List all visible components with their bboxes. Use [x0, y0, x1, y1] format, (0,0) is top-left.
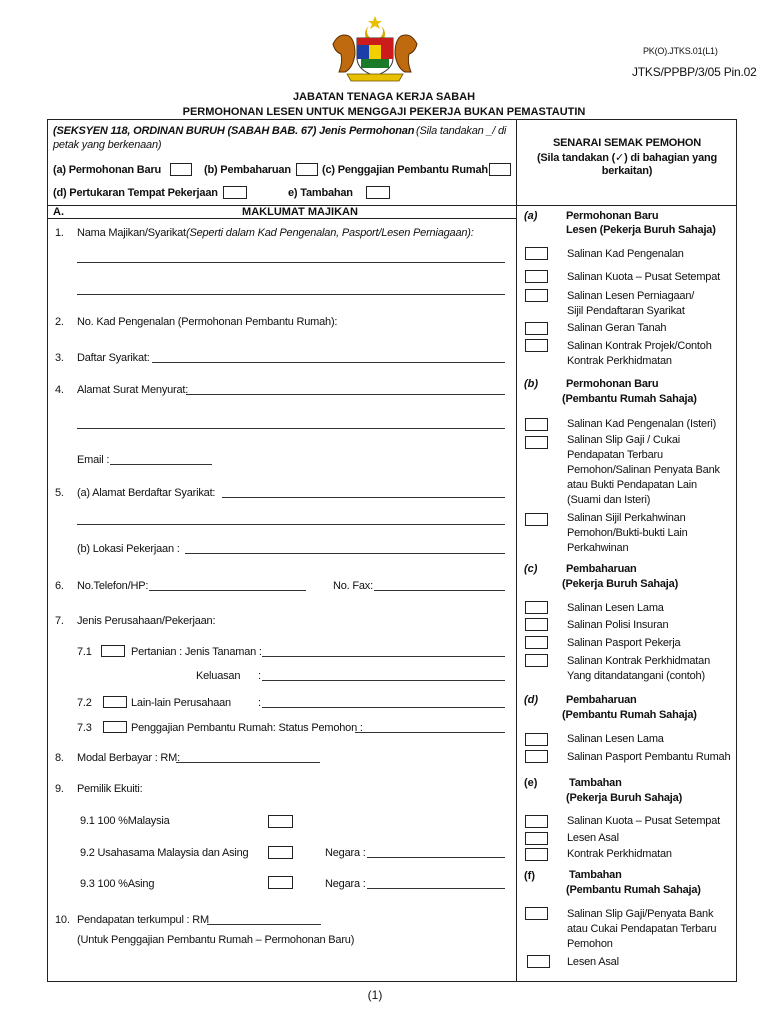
employer-name-note: (Seperti dalam Kad Pengenalan, Pasport/Lesen Perniagaan):: [186, 227, 474, 239]
checklist-d-subheading: (Pembantu Rumah Sahaja): [562, 709, 697, 721]
checklist-f-salary-slip-checkbox[interactable]: [525, 907, 548, 920]
header-row-divider: [47, 205, 737, 206]
column-divider: [516, 119, 517, 982]
checklist-c-service-contract-checkbox[interactable]: [525, 654, 548, 667]
section-a-letter: A.: [53, 206, 64, 218]
checklist-f-salary-slip-3: Pemohon: [567, 938, 613, 950]
employer-name-field-line-1[interactable]: [77, 262, 505, 263]
option-new-application-label: (a) Permohonan Baru: [53, 164, 162, 176]
option-renewal-checkbox[interactable]: [296, 163, 318, 176]
checklist-f-salary-slip-2: atau Cukai Pendapatan Terbaru: [567, 923, 717, 935]
email-field[interactable]: [110, 464, 212, 465]
checklist-b-heading: Permohonan Baru: [566, 378, 659, 390]
checklist-b-salary-slip-5: (Suami dan Isteri): [567, 494, 651, 506]
equity-malaysia-label: 9.1 100 %Malaysia: [80, 815, 170, 827]
checklist-b-marriage-cert-3: Perkahwinan: [567, 542, 629, 554]
registered-address-field-1[interactable]: [222, 497, 505, 498]
checklist-f-original-license-checkbox[interactable]: [527, 955, 550, 968]
equity-malaysia-checkbox[interactable]: [268, 815, 293, 828]
mailing-address-label: Alamat Surat Menyurat:: [77, 384, 189, 396]
checklist-a-project-contract: Salinan Kontrak Projek/Contoh: [567, 340, 712, 352]
paid-up-capital-label: Modal Berbayar : RM:: [77, 752, 180, 764]
fax-field[interactable]: [374, 590, 505, 591]
option-domestic-helper-label: (c) Penggajian Pembantu Rumah: [322, 164, 488, 176]
checklist-instruction-2: berkaitan): [601, 165, 653, 177]
checklist-d-letter: (d): [524, 694, 539, 706]
item-6-number: 6.: [55, 580, 64, 592]
checklist-instruction: (Sila tandakan (✓) di bahagian yang: [536, 152, 718, 164]
checklist-c-subheading: (Pekerja Buruh Sahaja): [562, 578, 679, 590]
checklist-e-original-license: Lesen Asal: [567, 832, 619, 844]
checklist-b-marriage-cert-2: Pemohon/Bukti-bukti Lain: [567, 527, 688, 539]
checklist-f-original-license: Lesen Asal: [567, 956, 619, 968]
checklist-a-letter: (a): [524, 210, 538, 222]
checklist-c-passport-checkbox[interactable]: [525, 636, 548, 649]
checklist-f-letter: (f): [524, 870, 535, 882]
application-type-note: (Sila tandakan _/ di: [416, 125, 507, 137]
checklist-a-heading: Permohonan Baru: [566, 210, 659, 222]
checklist-b-salary-slip: Salinan Slip Gaji / Cukai: [567, 434, 681, 446]
checklist-e-quota-checkbox[interactable]: [525, 815, 548, 828]
form-title: PERMOHONAN LESEN UNTUK MENGGAJI PEKERJA BUKAN PEMASTAUTIN: [182, 106, 586, 118]
item-2-number: 2.: [55, 316, 64, 328]
item-7-3-number: 7.3: [77, 722, 92, 734]
coat-of-arms-emblem: [325, 14, 425, 84]
option-additional-checkbox[interactable]: [366, 186, 390, 199]
checklist-title: SENARAI SEMAK PEMOHON: [553, 137, 701, 149]
checklist-c-passport: Salinan Pasport Pekerja: [567, 637, 681, 649]
checklist-d-helper-passport-checkbox[interactable]: [525, 750, 548, 763]
checklist-a-quota-copy-checkbox[interactable]: [525, 270, 548, 283]
paid-up-capital-field[interactable]: [176, 762, 320, 763]
checklist-e-quota: Salinan Kuota – Pusat Setempat: [567, 815, 720, 827]
checklist-e-original-license-checkbox[interactable]: [525, 832, 548, 845]
item-7-1-number: 7.1: [77, 646, 92, 658]
company-registration-label: Daftar Syarikat:: [77, 352, 150, 364]
option-new-application-checkbox[interactable]: [170, 163, 192, 176]
checklist-a-ic-copy: Salinan Kad Pengenalan: [567, 248, 684, 260]
checklist-b-wife-ic: Salinan Kad Pengenalan (Isteri): [567, 418, 717, 430]
checklist-e-letter: (e): [524, 777, 538, 789]
domestic-helper-employment-checkbox[interactable]: [103, 721, 127, 733]
option-renewal-label: (b) Pembaharuan: [204, 164, 291, 176]
checklist-b-letter: (b): [524, 378, 539, 390]
department-title: JABATAN TENAGA KERJA SABAH: [292, 91, 476, 103]
option-change-workplace-checkbox[interactable]: [223, 186, 247, 199]
accumulated-income-field[interactable]: [207, 924, 321, 925]
checklist-c-service-contract-2: Yang ditandatangani (contoh): [567, 670, 705, 682]
other-business-checkbox[interactable]: [103, 696, 127, 708]
checklist-d-heading: Pembaharuan: [566, 694, 637, 706]
equity-joint-venture-label: 9.2 Usahasama Malaysia dan Asing: [80, 847, 249, 859]
item-7-2-number: 7.2: [77, 697, 92, 709]
checklist-d-old-license: Salinan Lesen Lama: [567, 733, 664, 745]
crop-type-field[interactable]: [262, 656, 505, 657]
checklist-c-letter: (c): [524, 563, 538, 575]
item-7-number: 7.: [55, 615, 64, 627]
checklist-a-ic-copy-checkbox[interactable]: [525, 247, 548, 260]
option-additional-label: e) Tambahan: [288, 187, 353, 199]
foreign-country-label: Negara :: [325, 878, 366, 890]
page-number: (1): [367, 988, 383, 1002]
fax-label: No. Fax:: [333, 580, 373, 592]
other-business-label: Lain-lain Perusahaan: [131, 697, 231, 709]
checklist-a-land-grant: Salinan Geran Tanah: [567, 322, 667, 334]
checklist-e-service-contract: Kontrak Perkhidmatan: [567, 848, 672, 860]
mailing-address-field-1[interactable]: [186, 394, 505, 395]
checklist-c-old-license-checkbox[interactable]: [525, 601, 548, 614]
other-business-colon: :: [258, 697, 261, 709]
ic-number-label: No. Kad Pengenalan (Permohonan Pembantu Rumah):: [77, 316, 338, 328]
checklist-e-heading: Tambahan: [569, 777, 622, 789]
phone-label: No.Telefon/HP:: [77, 580, 149, 592]
checklist-f-heading: Tambahan: [569, 869, 622, 881]
checklist-b-subheading: (Pembantu Rumah Sahaja): [562, 393, 697, 405]
email-label: Email :: [77, 454, 110, 466]
agriculture-checkbox[interactable]: [101, 645, 125, 657]
checklist-b-wife-ic-checkbox[interactable]: [525, 418, 548, 431]
registered-address-field-2[interactable]: [77, 524, 505, 525]
mailing-address-field-2[interactable]: [77, 428, 505, 429]
joint-venture-country-label: Negara :: [325, 847, 366, 859]
checklist-b-salary-slip-4: atau Bukti Pendapatan Lain: [567, 479, 697, 491]
checklist-b-salary-slip-checkbox[interactable]: [525, 436, 548, 449]
checklist-c-insurance: Salinan Polisi Insuran: [567, 619, 669, 631]
land-area-label: Keluasan: [196, 670, 241, 682]
checklist-c-insurance-checkbox[interactable]: [525, 618, 548, 631]
agriculture-crop-label: Pertanian : Jenis Tanaman :: [131, 646, 262, 658]
checklist-d-old-license-checkbox[interactable]: [525, 733, 548, 746]
equity-joint-venture-checkbox[interactable]: [268, 846, 293, 859]
application-type-note-2: petak yang berkenaan): [53, 139, 162, 151]
checklist-c-old-license: Salinan Lesen Lama: [567, 602, 664, 614]
application-type-heading: (SEKSYEN 118, ORDINAN BURUH (SABAH BAB. 67) Jenis Permohonan: [53, 125, 415, 137]
checklist-e-subheading: (Pekerja Buruh Sahaja): [566, 792, 683, 804]
land-area-colon: :: [258, 670, 261, 682]
checklist-b-marriage-cert: Salinan Sijil Perkahwinan: [567, 512, 686, 524]
checklist-a-project-contract-checkbox[interactable]: [525, 339, 548, 352]
item-9-number: 9.: [55, 783, 64, 795]
checklist-a-subheading: Lesen (Pekerja Buruh Sahaja): [566, 224, 716, 236]
option-domestic-helper-checkbox[interactable]: [489, 163, 511, 176]
land-area-field[interactable]: [262, 680, 505, 681]
item-1-number: 1.: [55, 227, 64, 239]
checklist-f-subheading: (Pembantu Rumah Sahaja): [566, 884, 701, 896]
checklist-b-salary-slip-2: Pendapatan Terbaru: [567, 449, 663, 461]
checklist-c-heading: Pembaharuan: [566, 563, 637, 575]
checklist-f-salary-slip: Salinan Slip Gaji/Penyata Bank: [567, 908, 714, 920]
checklist-a-land-grant-checkbox[interactable]: [525, 322, 548, 335]
checklist-a-business-license-2: Sijil Pendaftaran Syarikat: [567, 305, 685, 317]
checklist-a-project-contract-2: Kontrak Perkhidmatan: [567, 355, 672, 367]
checklist-a-business-license: Salinan Lesen Perniagaan/: [567, 290, 695, 302]
work-location-label: (b) Lokasi Pekerjaan :: [77, 543, 180, 555]
section-a-title: MAKLUMAT MAJIKAN: [242, 206, 358, 218]
checklist-a-quota-copy: Salinan Kuota – Pusat Setempat: [567, 271, 720, 283]
checklist-b-salary-slip-3: Pemohon/Salinan Penyata Bank: [567, 464, 720, 476]
applicant-status-field[interactable]: [355, 732, 505, 733]
checklist-e-service-contract-checkbox[interactable]: [525, 848, 548, 861]
item-4-number: 4.: [55, 384, 64, 396]
work-location-field[interactable]: [185, 553, 505, 554]
employer-name-field-line-2[interactable]: [77, 294, 505, 295]
equity-foreign-checkbox[interactable]: [268, 876, 293, 889]
accumulated-income-note: (Untuk Penggajian Pembantu Rumah – Permohonan Baru): [77, 934, 355, 946]
equity-owner-label: Pemilik Ekuiti:: [77, 783, 143, 795]
checklist-a-business-license-checkbox[interactable]: [525, 289, 548, 302]
item-10-number: 10.: [55, 914, 70, 926]
checklist-d-helper-passport: Salinan Pasport Pembantu Rumah: [567, 751, 731, 763]
item-3-number: 3.: [55, 352, 64, 364]
registered-address-label: (a) Alamat Berdaftar Syarikat:: [77, 487, 216, 499]
item-5-number: 5.: [55, 487, 64, 499]
item-8-number: 8.: [55, 752, 64, 764]
other-business-field[interactable]: [262, 707, 505, 708]
business-type-label: Jenis Perusahaan/Pekerjaan:: [77, 615, 216, 627]
option-change-workplace-label: (d) Pertukaran Tempat Pekerjaan: [53, 187, 218, 199]
employer-name-label: Nama Majikan/Syarikat: [77, 227, 186, 239]
company-registration-field[interactable]: [152, 362, 505, 363]
form-reference-code: PK(O).JTKS.01(L1): [643, 46, 718, 56]
checklist-c-service-contract: Salinan Kontrak Perkhidmatan: [567, 655, 710, 667]
phone-field[interactable]: [149, 590, 306, 591]
equity-foreign-label: 9.3 100 %Asing: [80, 878, 155, 890]
document-reference-number: JTKS/PPBP/3/05 Pin.02: [632, 65, 757, 79]
joint-venture-country-field[interactable]: [367, 857, 505, 858]
applicant-status-label: Penggajian Pembantu Rumah: Status Pemohon :: [131, 722, 363, 734]
checklist-b-marriage-cert-checkbox[interactable]: [525, 513, 548, 526]
foreign-country-field[interactable]: [367, 888, 505, 889]
accumulated-income-label: Pendapatan terkumpul : RM: [77, 914, 209, 926]
